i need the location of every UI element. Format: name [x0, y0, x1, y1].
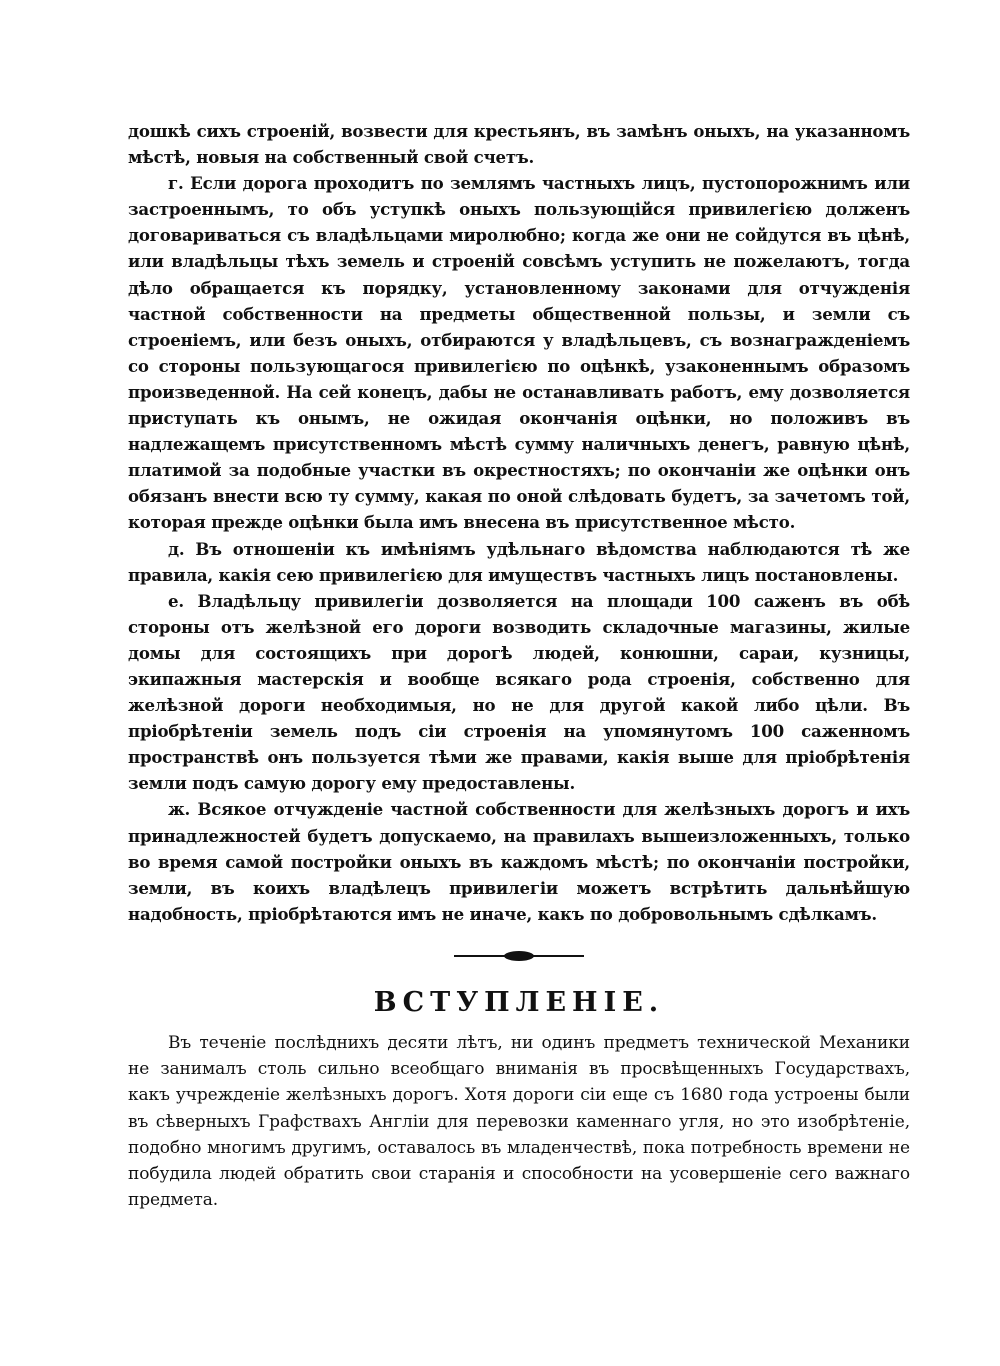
intro-paragraph: Въ теченіе послѣднихъ десяти лѣтъ, ни одинъ предметъ технической Механики не занималъ столь сильно всеобщаго вниманія въ просвѣщенныхъ Государствахъ, какъ учрежденіе желѣзныхъ дорогъ. Хотя дороги сіи еще съ 1680 года устроены были въ сѣверныхъ Графствахъ Англіи для перевозки каменнаго угля, но это изобрѣтеніе, подобно многимъ другимъ, оставалось въ младенчествѣ, пока потребность времени не побудила людей обратить свои старанія и способности на усовершеніе сего важнаго предмета.: [128, 1032, 910, 1211]
paragraph-clause-d: д. Въ отношеніи къ имѣніямъ удѣльнаго вѣдомства наблюдаются тѣ же правила, какія сею привилегією для имуществъ частныхъ лицъ постановлены.: [128, 538, 910, 585]
divider-ornament: [504, 951, 534, 961]
paragraph-clause-e: е. Владѣльцу привилегіи дозволяется на площади 100 саженъ въ обѣ стороны отъ желѣзной его дороги возводить складочные магазины, жилые домы для состоящихъ при дорогѣ людей, конюшни, сараи, кузницы, экипажныя мастерскія и вообще всякаго рода строенія, собственно для желѣзной дороги необходимыя, но не для другой какой либо цѣли. Въ пріобрѣтеніи земель подъ сіи строенія на упомянутомъ 100 саженномъ пространствѣ онъ пользуется тѣми же правами, какія выше для пріобрѣтенія земли подъ самую дорогу ему предоставлены.: [128, 590, 910, 794]
paragraph-clause-zh: ж. Всякое отчужденіе частной собственности для желѣзныхъ дорогъ и ихъ принадлежностей будетъ допускаемо, на правилахъ вышеизложенныхъ, только во время самой постройки оныхъ въ каждомъ мѣстѣ; по окончаніи постройки, земли, въ коихъ владѣлецъ привилегіи можетъ встрѣтить дальнѣйшую надобность, пріобрѣтаются имъ не иначе, какъ по добровольнымъ сдѣлкамъ.: [128, 799, 910, 924]
paragraph-continuation: дошкѣ сихъ строеній, возвести для крестьянъ, въ замѣнъ оныхъ, на указанномъ мѣстѣ, новыя на собственный свой счетъ.: [128, 121, 910, 168]
section-heading: ВСТУПЛЕНІЕ.: [373, 986, 665, 1018]
document-page: [128, 118, 910, 1213]
ornamental-divider: [454, 949, 584, 963]
paragraph-clause-g: г. Если дорога проходитъ по землямъ частныхъ лицъ, пустопорожнимъ или застроеннымъ, то объ уступкѣ оныхъ пользующійся привилегією долженъ договариваться съ владѣльцами миролюбно; когда же они не сойдутся въ цѣнѣ, или владѣльцы тѣхъ земель и строеній совсѣмъ уступить не пожелаютъ, тогда дѣло обращается къ порядку, установленному законами для отчужденія частной собственности на предметы общественной пользы, и земли съ строеніемъ, или безъ оныхъ, отбираются у владѣльцевъ, съ вознагражденіемъ со стороны пользующагося привилегією по оцѣнкѣ, узаконеннымъ образомъ произведенной. На сей конецъ, дабы не останавливать работъ, ему дозволяется приступать къ онымъ, не ожидая окончанія оцѣнки, но положивъ въ надлежащемъ присутственномъ мѣстѣ сумму наличныхъ денегъ, равную цѣнѣ, платимой за подобные участки въ окрестностяхъ; по окончаніи же оцѣнки онъ обязанъ внести всю ту сумму, какая по оной слѣдовать будетъ, за зачетомъ той, которая прежде оцѣнки была имъ внесена въ присутственное мѣсто.: [128, 173, 910, 533]
